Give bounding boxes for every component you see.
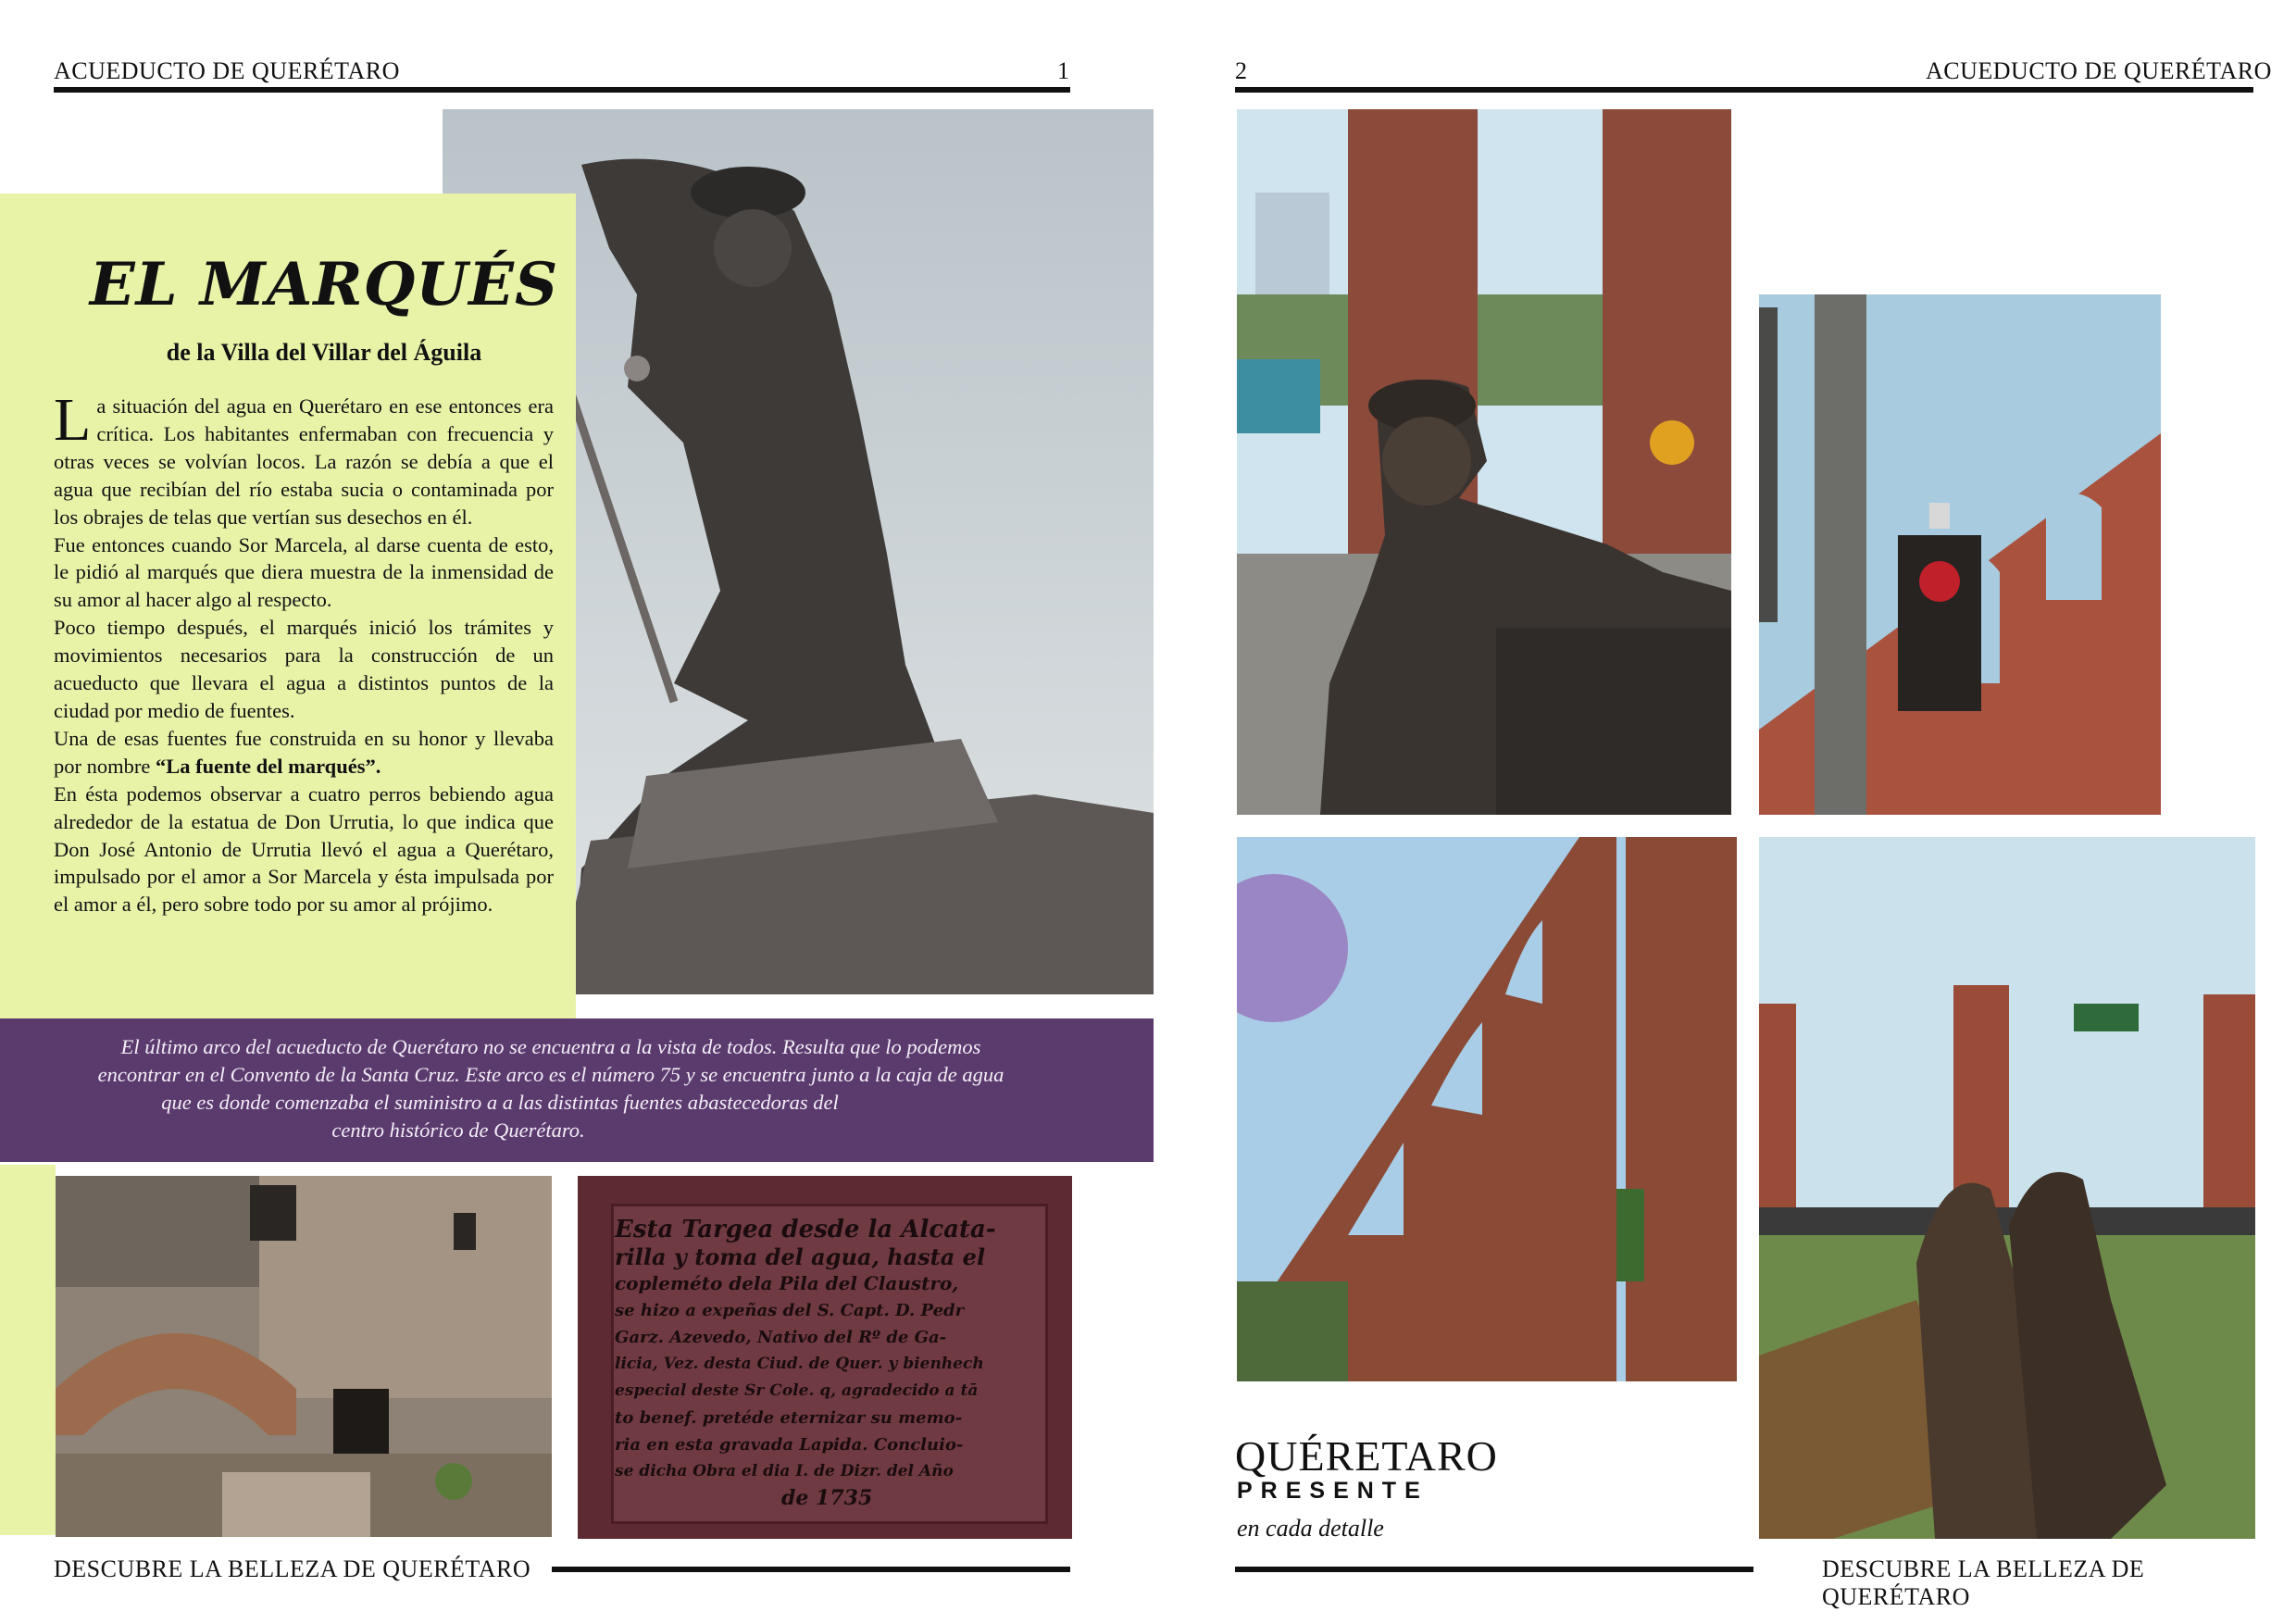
right-header-title: ACUEDUCTO DE QUERÉTARO bbox=[1926, 57, 2272, 84]
plaque-text bbox=[615, 1217, 1041, 1512]
fountain-name: “La fuente del marqués”. bbox=[155, 754, 381, 778]
article-title: EL MARQUÉS bbox=[89, 250, 559, 319]
plaque-line: licia, Vez. desta Ciud. de Quer. y bienhech bbox=[615, 1355, 984, 1373]
chauffeur-statue-photo bbox=[1237, 109, 1731, 815]
left-header-title: ACUEDUCTO DE QUERÉTARO bbox=[54, 57, 400, 84]
brand-subline: en cada detalle bbox=[1237, 1515, 1384, 1542]
aqueduct-arches-photo bbox=[1237, 837, 1737, 1381]
body-paragraph: En ésta podemos observar a cuatro perros bebiendo agua alrededor de la estatua de Don Urrutia, lo que indica que Don José Antonio de Urrutia llevó el agua a Querétaro, impulsado por el amor a Sor Marcela y ésta impulsada por el amor a él, pero sobre todo por su amor al prójimo. bbox=[54, 781, 554, 917]
left-page-number: 1 bbox=[1057, 57, 1070, 84]
left-footer: DESCUBRE LA BELLEZA DE QUERÉTARO bbox=[54, 1555, 531, 1582]
left-footer-rule bbox=[552, 1567, 1070, 1572]
caption-line: que es donde comenzaba el suministro a a las distintas fuentes abastecedoras del bbox=[161, 1091, 839, 1114]
caption-line: El último arco del acueducto de Querétaro no se encuentra a la vista de todos. Resulta que lo podemos bbox=[120, 1035, 981, 1058]
green-accent-strip bbox=[0, 1165, 56, 1535]
body-paragraph: Fue entonces cuando Sor Marcela, al darse cuenta de esto, le pidió al marqués que diera muestra de la inmensidad de su amor al hacer algo al respecto. bbox=[54, 532, 554, 612]
right-footer-rule bbox=[1235, 1567, 1753, 1572]
caption-line: centro histórico de Querétaro. bbox=[331, 1118, 585, 1142]
drop-cap: L bbox=[54, 386, 92, 454]
plaque-line: copleméto dela Pila del Claustro, bbox=[615, 1272, 959, 1294]
right-header-rule bbox=[1235, 87, 2253, 93]
plaque-line: rilla y toma del agua, hasta el bbox=[615, 1243, 986, 1270]
brand-tagline: PRESENTE bbox=[1237, 1478, 1429, 1504]
article-body bbox=[54, 386, 554, 918]
convent-photo bbox=[56, 1176, 552, 1537]
caption-box bbox=[0, 1018, 1154, 1162]
couple-statue-photo bbox=[1759, 837, 2255, 1539]
brand-name: QUÉRETARO bbox=[1235, 1432, 1498, 1480]
caption-line: encontrar en el Convento de la Santa Cruz. Este arco es el número 75 y se encuentra junto a la caja de agua bbox=[97, 1063, 1004, 1086]
left-header-rule bbox=[54, 87, 1070, 93]
traffic-light-photo bbox=[1759, 294, 2161, 815]
plaque-line: de 1735 bbox=[781, 1486, 873, 1510]
plaque-line: to benef. pretéde eternizar su memo- bbox=[615, 1408, 963, 1428]
body-paragraph: Una de esas fuentes fue construida en su honor y llevaba por nombre “La fuente del marqués”. bbox=[54, 726, 554, 778]
body-paragraph: La situación del agua en Querétaro en ese entonces era crítica. Los habitantes enfermaban con frecuencia y otras veces se volvían locos. La razón se debía a que el agua que recibían del río estaba sucia o contaminada por los obrajes de telas que vertían sus desechos en él. bbox=[54, 386, 554, 529]
plaque-line: ria en esta gravada Lapida. Concluio- bbox=[615, 1435, 964, 1455]
plaque-line: se hizo a expeñas del S. Capt. D. Pedr bbox=[615, 1301, 965, 1320]
plaque-photo bbox=[578, 1176, 1072, 1539]
right-footer: DESCUBRE LA BELLEZA DE QUERÉTARO bbox=[1822, 1555, 2145, 1610]
plaque-line: se dicha Obra el dia I. de Dizr. del Año bbox=[615, 1462, 954, 1480]
body-paragraph: Poco tiempo después, el marqués inició los trámites y movimientos necesarios para la construcción de un acueducto que llevara el agua a distintos puntos de la ciudad por medio de fuentes. bbox=[54, 616, 554, 722]
plaque-line: Esta Targea desde la Alcata- bbox=[615, 1216, 996, 1243]
right-page-number: 2 bbox=[1235, 57, 1248, 84]
article-subtitle: de la Villa del Villar del Águila bbox=[166, 339, 482, 366]
plaque-line: especial deste Sr Cole. q, agradecido a tā bbox=[615, 1381, 979, 1400]
plaque-line: Garz. Azevedo, Nativo del Rº de Ga- bbox=[615, 1328, 947, 1347]
